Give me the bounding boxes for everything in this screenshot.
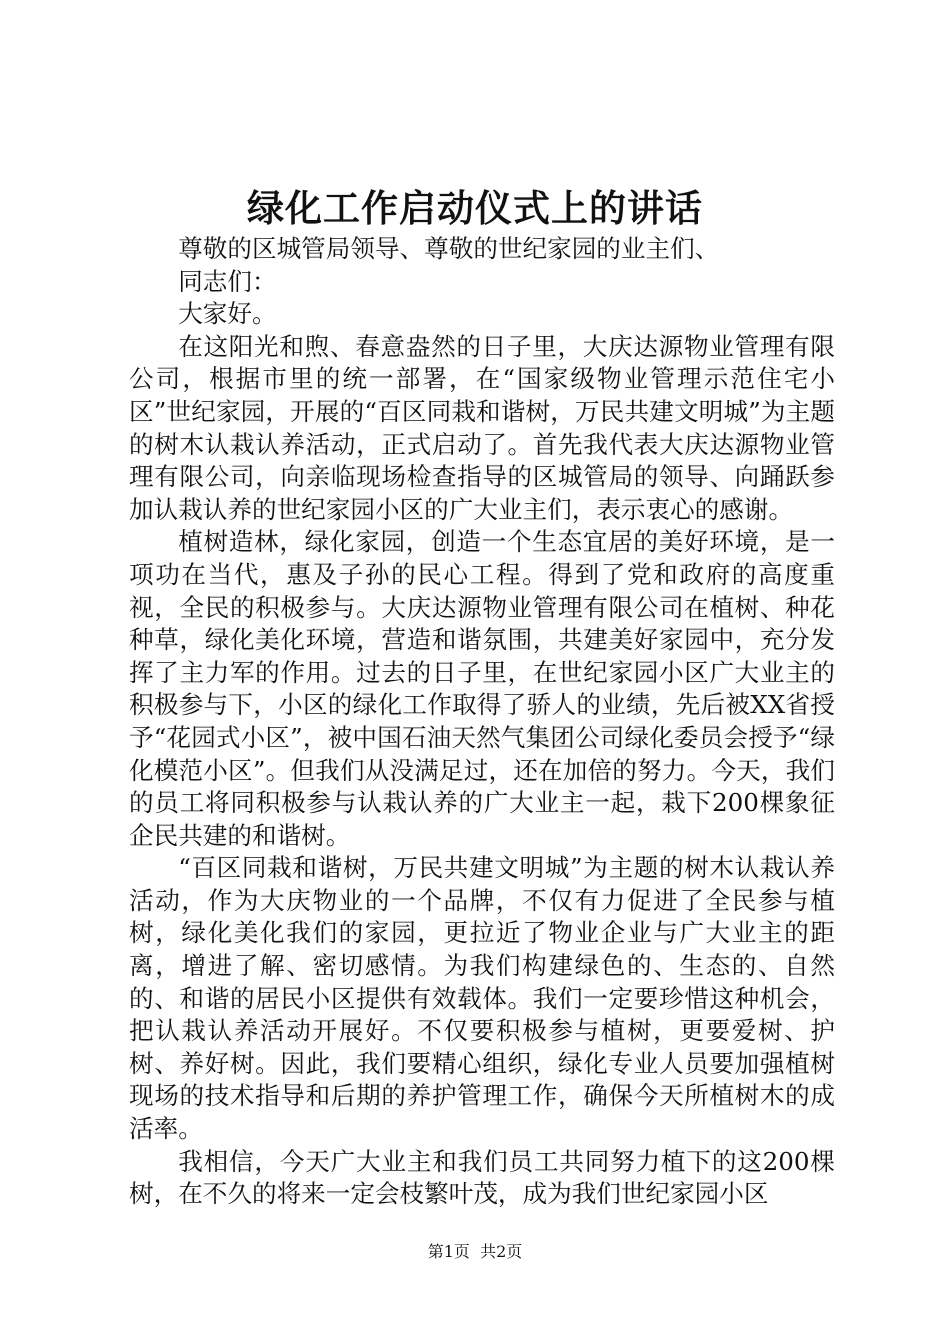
greeting-line: 大家好。 bbox=[178, 299, 277, 329]
page-number: 第1页 共2页 bbox=[427, 1242, 523, 1261]
page-footer bbox=[0, 1242, 950, 1262]
salutation-line: 尊敬的区城管局领导、尊敬的世纪家园的业主们、 bbox=[178, 234, 720, 263]
body-paragraph: 我相信，今天广大业主和我们员工共同努力植下的这200棵树，在不久的将来一定会枝繁叶茂，成为我们世纪家园小区 bbox=[129, 1146, 835, 1209]
body-paragraph: 在这阳光和煦、春意盎然的日子里，大庆达源物业管理有限公司，根据市里的统一部署，在“国家级物业管理示范住宅小区”世纪家园，开展的“百区同栽和谐树，万民共建文明城”为主题的树木认栽认养活动，正式启动了。首先我代表大庆达源物业管理有限公司，向亲临现场检查指导的区城管局的领导、向踊跃参加认栽认养的世纪家园小区的广大业主们，表示衷心的感谢。 bbox=[129, 331, 835, 524]
salutation-line: 同志们： bbox=[178, 266, 277, 296]
body-paragraph: 植树造林，绿化家园，创造一个生态宜居的美好环境，是一项功在当代，惠及子孙的民心工程。得到了党和政府的高度重视，全民的积极参与。大庆达源物业管理有限公司在植树、种花种草，绿化美化环境，营造和谐氛围，共建美好家园中，充分发挥了主力军的作用。过去的日子里，在世纪家园小区广大业主的积极参与下，小区的绿化工作取得了骄人的业绩，先后被XX省授予“花园式小区”，被中国石油天然气集团公司绿化委员会授予“绿化模范小区”。但我们从没满足过，还在加倍的努力。今天，我们的员工将同积极参与认栽认养的广大业主一起，栽下200棵象征企民共建的和谐树。 bbox=[129, 527, 835, 850]
document-title: 绿化工作启动仪式上的讲话 bbox=[247, 186, 703, 230]
body-paragraph: “百区同栽和谐树，万民共建文明城”为主题的树木认栽认养活动，作为大庆物业的一个品牌，不仅有力促进了全民参与植树，绿化美化我们的家园，更拉近了物业企业与广大业主的距离，增进了解、密切感情。为我们构建绿色的、生态的、自然的、和谐的居民小区提供有效载体。我们一定要珍惜这种机会，把认栽认养活动开展好。不仅要积极参与植树，更要爱树、护树、养好树。因此，我们要精心组织，绿化专业人员要加强植树现场的技术指导和后期的养护管理工作，确保今天所植树木的成活率。 bbox=[129, 853, 835, 1144]
document-body bbox=[129, 233, 835, 1211]
